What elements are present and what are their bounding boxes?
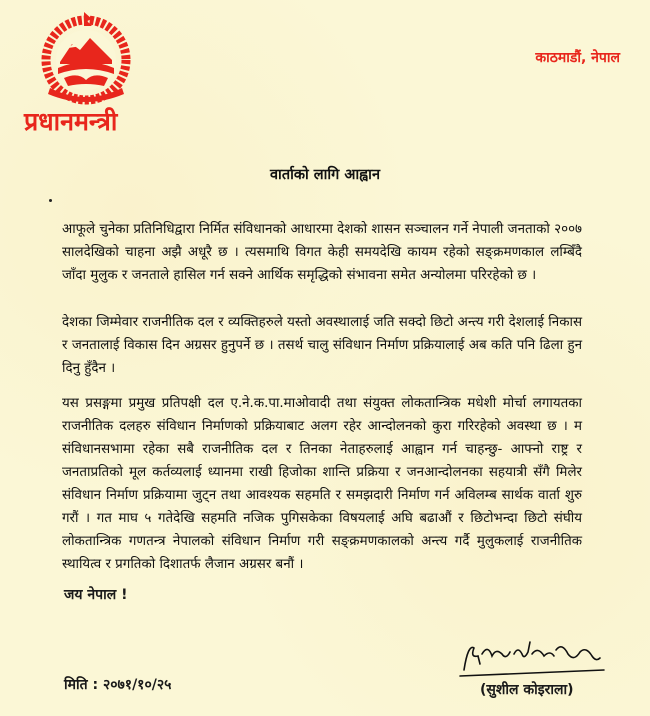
nepal-emblem-icon bbox=[38, 10, 134, 105]
date-label: मिति : २०७१/१०/२५ bbox=[64, 677, 172, 693]
signature-icon bbox=[458, 634, 608, 682]
letter-title: वार्ताको लागि आह्वान bbox=[270, 167, 380, 183]
paragraph-1: आफूले चुनेका प्रतिनिधिद्वारा निर्मित संविधानको आधारमा देशको शासन सञ्चालन गर्ने नेपाली जनताको २००७ सालदेखिको चाहना अझै अधूरै छ । त्यसमाथि विगत केही समयदेखि कायम रहेको सङ्क्रमणकाल लम्बिँदै जाँदा मुलुक र जनताले हासिल गर्न सक्ने आर्थिक समृद्धिको संभावना समेत अन्योलमा परिरहेको छ । bbox=[62, 222, 582, 284]
paragraph-2: देशका जिम्मेवार राजनीतिक दल र व्यक्तिहरुले यस्तो अवस्थालाई जति सक्दो छिटो अन्त्य गरी देशलाई निकास र जनतालाई विकास दिन अग्रसर हुनुपर्ने छ । तसर्थ चालु संविधान निर्माण प्रक्रियालाई अब कति पनि ढिला हुन दिनु हुँदैन । bbox=[62, 315, 582, 377]
closing-salutation: जय नेपाल ! bbox=[64, 587, 128, 603]
location-label: काठमाडौं, नेपाल bbox=[535, 50, 620, 66]
ink-dot bbox=[49, 199, 52, 202]
office-title: प्रधानमन्त्री bbox=[24, 107, 118, 136]
paragraph-3: यस प्रसङ्गमा प्रमुख प्रतिपक्षी दल ए.ने.क.पा.माओवादी तथा संयुक्त लोकतान्त्रिक मधेशी मोर्चा लगायतका राजनीतिक दलहरु संविधान निर्माणको प्रक्रियाबाट अलग रहेर आन्दोलनको कुरा गरिरहेको अवस्था छ । म संविधानसभामा रहेका सबै राजनीतिक दल र तिनका नेताहरुलाई आह्वान गर्न चाहन्छु- आफ्नो राष्ट्र र जनताप्रतिको मूल कर्तव्यलाई ध्यानमा राखी हिजोका शान्ति प्रक्रिया र जनआन्दोलनका सहयात्री सँगै मिलेर संविधान निर्माण प्रक्रियामा जुट्न तथा आवश्यक सहमति र समझदारी निर्माण गर्न अविलम्ब सार्थक वार्ता शुरु गरौं । गत माघ ५ गतेदेखि सहमति नजिक पुगिसकेका विषयलाई अघि बढाऔं र छिटोभन्दा छिटो संघीय लोकतान्त्रिक गणतन्त्र नेपालको संविधान निर्माण गरी सङ्क्रमणकालको अन्त्य गर्दै मुलुकलाई राजनीतिक स्थायित्व र प्रगतिको दिशातर्फ लैजान अग्रसर बनौं । bbox=[62, 396, 582, 573]
signatory-name: (सुशील कोइराला) bbox=[480, 682, 574, 698]
